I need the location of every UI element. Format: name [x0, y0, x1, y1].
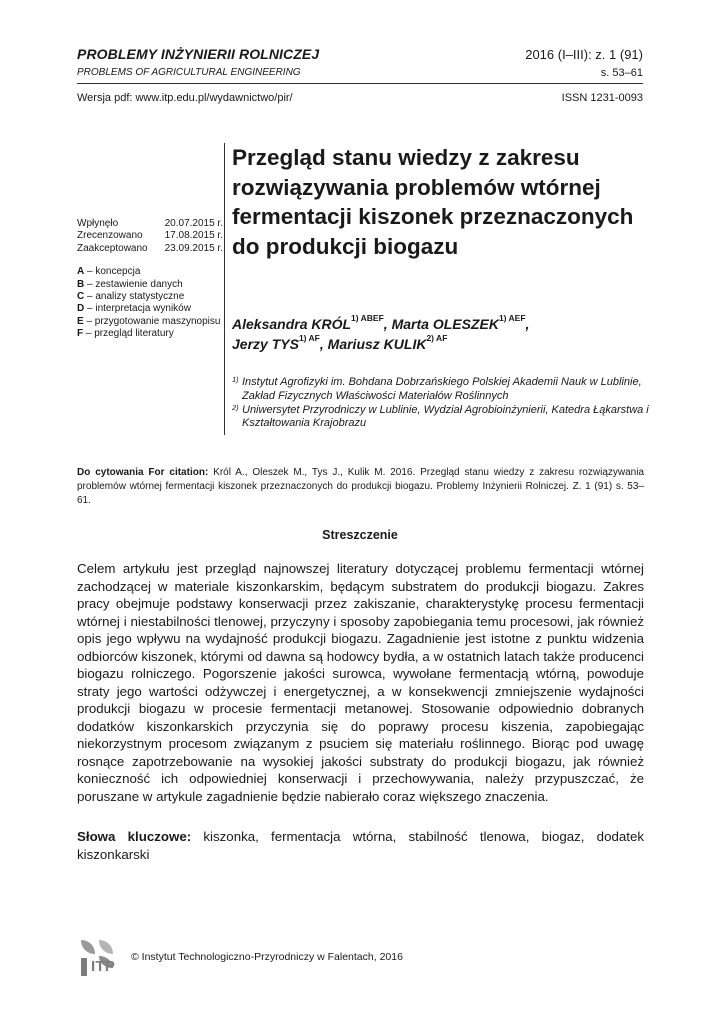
author-affiliation-mark: 2) AF	[426, 333, 448, 344]
keywords-label: Słowa kluczowe:	[77, 829, 192, 844]
article-dates	[77, 218, 223, 255]
pdf-version-link[interactable]: Wersja pdf: www.itp.edu.pl/wydawnictwo/pir/	[77, 92, 293, 104]
affiliation-item: 2) Uniwersytet Przyrodniczy w Lublinie, Wydział Agrobioinżynierii, Katedra Łąkarstwa i Kształtowania Krajobrazu	[232, 402, 649, 430]
contribution-legend	[77, 266, 223, 340]
date-received: Wpłynęło 20.07.2015 r.	[77, 218, 223, 229]
affiliation-item: 1) Instytut Agrofizyki im. Bohdana Dobrzańskiego Polskiej Akademii Nauk w Lublinie, Zakład Fizycznych Właściwości Materiałów Roślinnych	[232, 375, 642, 402]
title-divider	[224, 143, 225, 435]
issue-number: 2016 (I–III): z. 1 (91)	[525, 47, 643, 62]
author-affiliation-mark: 1) ABEF	[351, 313, 384, 324]
contribution-item: D – interpretacja wyników	[77, 303, 191, 315]
page-range: s. 53–61	[600, 67, 643, 79]
author-name: Mariusz KULIK	[327, 336, 427, 352]
date-reviewed: Zrecenzowano 17.08.2015 r.	[77, 230, 223, 242]
keywords	[77, 828, 644, 863]
date-accepted: Zaakceptowano 23.09.2015 r.	[77, 242, 223, 254]
journal-subtitle: PROBLEMS OF AGRICULTURAL ENGINEERING	[77, 67, 301, 78]
header-rule	[77, 83, 643, 84]
sidebar	[77, 218, 223, 341]
author-name: Jerzy TYS	[232, 336, 299, 352]
citation-label: Do cytowania For citation:	[77, 467, 209, 478]
issn: ISSN 1231-0093	[561, 92, 643, 104]
citation-text: Król A., Oleszek M., Tys J., Kulik M. 2016. Przegląd stanu wiedzy z zakresu rozwiązywania problemów wtórnej fermentacji kiszonek przeznaczonych do produkcji biogazu. Problemy Inżynierii Rolniczej. Z. 1 (91) s. 53–61.	[77, 467, 645, 506]
contribution-item: E – przygotowanie maszynopisu	[77, 315, 221, 327]
article-title: Przegląd stanu wiedzy z zakresu rozwiązywania problemów wtórnej fermentacji kiszonek przeznaczonych do produkcji biogazu	[232, 145, 634, 259]
contribution-item: C – analizy statystyczne	[77, 291, 185, 303]
author-affiliation-mark: 1) AEF	[498, 313, 526, 324]
abstract-heading: Streszczenie	[322, 528, 398, 542]
journal-title: PROBLEMY INŻYNIERII ROLNICZEJ	[77, 46, 320, 62]
author-list: Aleksandra $KRÓL^{1) ABEF}$, Marta $OLESZEK^{1) AEF}$, Jerzy $TYS^{1) AF}$, Mariusz $KULIK^{2) AF}$	[232, 313, 530, 352]
author-affiliation-mark: 1) AF	[298, 333, 320, 344]
citation	[77, 466, 644, 508]
affiliations	[232, 376, 652, 431]
abstract-text: Celem artykułu jest przegląd najnowszej literatury dotyczącej problemu fermentacji wtórnej zachodzącej w materiale kiszonkarskim, będącym substratem do produkcji biogazu. Zakres pracy obejmuje podstawy konserwacji przez zakiszanie, charakterystykę procesu fermentacji wtórnej i niestabilności tlenowej, przyczyny i sposoby zapobiegania temu procesowi, jak również opis jego wpływu na wydajność produkcji biogazu. Zagadnienie jest istotne z punktu widzenia odbiorców kiszonek, którymi od dawna są hodowcy bydła, a w ostatnich latach także producenci biogazu rolniczego. Pogorszenie jakości surowca, wywołane fermentacją wtórną, powoduje straty jego wartości odżywczej i energetycznej, a w konsekwencji zmniejszenie wydajności produkcji biogazu w procesie fermentacji metanowej. Stosowanie odpowiednio dobranych dodatków kiszonkarskich przyczynia się do poprawy procesu kiszenia, zapobiegając niekorzystnym procesom związanym z psuciem się materiału roślinnego. Biorąc pod uwagę rosnące zapotrzebowanie na wysokiej jakości substraty do produkcji biogazu, jak również konieczność ich odpowiedniej konserwacji i przechowywania, należy przypuszczać, że poruszane w artykule zagadnienie będzie nabierało coraz większego znaczenia.	[77, 561, 644, 804]
copyright: © Instytut Technologiczno-Przyrodniczy w Falentach, 2016	[131, 951, 403, 963]
contribution-item: F – przegląd literatury	[77, 328, 174, 340]
author-name: Aleksandra KRÓL	[232, 316, 352, 332]
itp-logo-text: ITP	[91, 958, 116, 975]
author-name: Marta OLESZEK	[391, 316, 499, 332]
keywords-text: kiszonka, fermentacja wtórna, stabilność tlenowa, biogaz, dodatek kiszonkarski	[77, 829, 644, 862]
contribution-item: B – zestawienie danych	[77, 278, 183, 290]
contribution-item: A – koncepcja	[77, 266, 141, 278]
